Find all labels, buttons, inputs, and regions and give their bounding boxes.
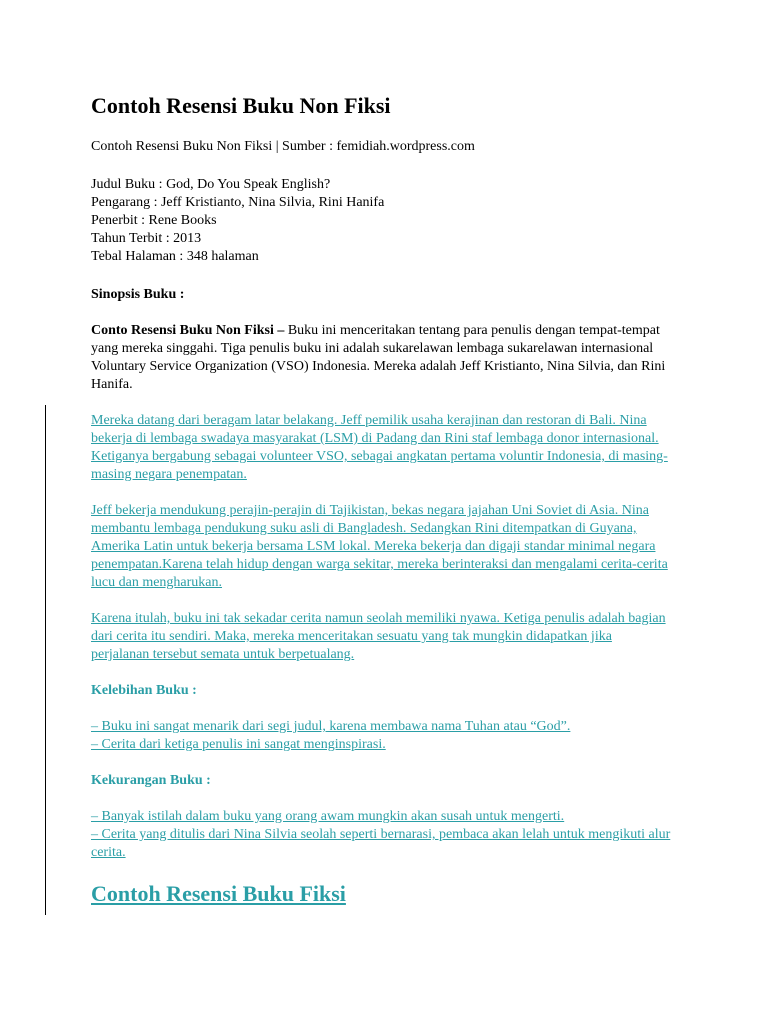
list-item[interactable]: – Banyak istilah dalam buku yang orang awam mungkin akan susah untuk mengerti. xyxy=(91,809,565,824)
list-item[interactable]: – Cerita dari ketiga penulis ini sangat menginspirasi. xyxy=(91,737,386,752)
meta-pengarang: Pengarang : Jeff Kristianto, Nina Silvia, Rini Hanifa xyxy=(91,195,385,210)
intro-bold: Conto Resensi Buku Non Fiksi – xyxy=(91,323,285,338)
margin-change-bar xyxy=(45,405,46,915)
meta-judul: Judul Buku : God, Do You Speak English? xyxy=(91,177,331,192)
kelebihan-list xyxy=(91,718,671,754)
fiction-review-heading-link[interactable]: Contoh Resensi Buku Fiksi xyxy=(91,881,346,906)
document-page xyxy=(91,92,671,908)
meta-tebal: Tebal Halaman : 348 halaman xyxy=(91,249,259,264)
list-item[interactable]: – Cerita yang ditulis dari Nina Silvia seolah seperti bernarasi, pembaca akan lelah untuk mengikuti alur cerita. xyxy=(91,827,671,860)
book-meta xyxy=(91,176,671,266)
meta-penerbit: Penerbit : Rene Books xyxy=(91,213,217,228)
synopsis-link-paragraph-1[interactable]: Mereka datang dari beragam latar belakang. Jeff pemilik usaha kerajinan dan restoran di Bali. Nina bekerja di lembaga swadaya masyarakat (LSM) di Padang dan Rini staf lembaga donor internasional. Ketiganya bergabung sebagai volunteer VSO, sebagai angkatan pertama voluntir Indonesia, di masing-masing negara penempatan. xyxy=(91,413,668,482)
intro-paragraph xyxy=(91,322,671,394)
list-item[interactable]: – Buku ini sangat menarik dari segi judul, karena membawa nama Tuhan atau “God”. xyxy=(91,719,571,734)
meta-tahun: Tahun Terbit : 2013 xyxy=(91,231,202,246)
kelebihan-heading: Kelebihan Buku : xyxy=(91,683,197,698)
intro-text: Buku ini menceritakan tentang para penulis dengan tempat-tempat yang mereka singgahi. Tiga penulis buku ini adalah sukarelawan lembaga sukarelawan internasional Voluntary Service Organization (VSO) Indonesia. Mereka adalah Jeff Kristianto, Nina Silvia, dan Rini Hanifa. xyxy=(91,323,666,392)
page-title: Contoh Resensi Buku Non Fiksi xyxy=(91,93,391,118)
sinopsis-heading: Sinopsis Buku : xyxy=(91,287,185,302)
kekurangan-list xyxy=(91,808,671,862)
kekurangan-heading: Kekurangan Buku : xyxy=(91,773,211,788)
synopsis-link-paragraph-3[interactable]: Karena itulah, buku ini tak sekadar cerita namun seolah memiliki nyawa. Ketiga penulis adalah bagian dari cerita itu sendiri. Maka, mereka menceritakan sesuatu yang tak mungkin didapatkan jika perjalanan tersebut semata untuk berpetualang. xyxy=(91,611,666,662)
source-line: Contoh Resensi Buku Non Fiksi | Sumber : femidiah.wordpress.com xyxy=(91,139,475,154)
synopsis-link-paragraph-2[interactable]: Jeff bekerja mendukung perajin-perajin di Tajikistan, bekas negara jajahan Uni Soviet di Asia. Nina membantu lembaga pendukung suku asli di Bangladesh. Sedangkan Rini ditempatkan di Guyana, Amerika Latin untuk bekerja bersama LSM lokal. Mereka bekerja dan digaji standar minimal negara penempatan.Karena telah hidup dengan warga sekitar, mereka berinteraksi dan mengalami cerita-cerita lucu dan mengharukan. xyxy=(91,503,668,590)
